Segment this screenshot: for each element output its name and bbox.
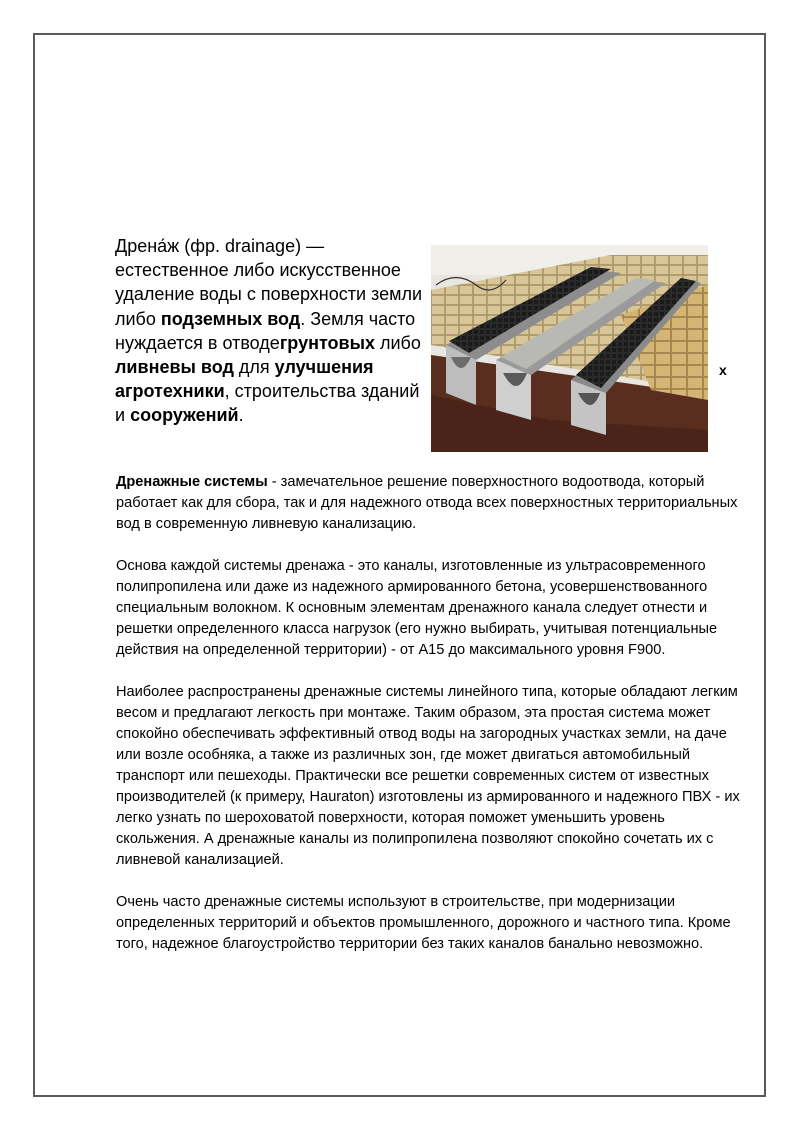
intro-text-3: либо <box>374 332 421 353</box>
body-text <box>116 472 748 976</box>
drainage-systems-term: Дренажные системы <box>116 474 268 490</box>
intro-text-1: Дрена́ж (фр. drainage) — естественное либо искусственное удаление воды с поверхности земли либо <box>115 236 423 329</box>
drainage-channels-photo <box>431 245 708 452</box>
intro-text-2: . Земля часто нуждается в отводе <box>115 308 416 353</box>
paragraph-construction: Очень часто дренажные системы используют в строительстве, при модернизации определенных территорий и объектов промышленного, дорожного и частного типа. Кроме того, надежное благоустройство территории без таких каналов банально невозможно. <box>116 894 731 952</box>
intro-bold-structures: сооружений <box>130 405 239 426</box>
trailing-character: х <box>719 362 727 378</box>
paragraph-1-text: - замечательное решение поверхностного водоотвода, который работает как для сбора, так и для надежного отвода всех поверхностных территориальных вод в современную ливневую канализацию. <box>116 474 738 532</box>
intro-paragraph <box>115 234 425 428</box>
intro-bold-ground: грунтовых <box>279 332 375 353</box>
paragraph-linear-systems: Наиболее распространены дренажные системы линейного типа, которые обладают легким весом и предлагают легкость при монтаже. Таким образом, эта простая система может спокойно обеспечивать эффективный отвод воды на загородных участках земли, на даче или возле особняка, а также из различных зон, где может двигаться автомобильный транспорт или пешеходы. Практически все решетки современных систем от известных производителей (к примеру, Hauraton) изготовлены из армированного и надежного ПВХ - их легко узнать по шероховатой поверхности, которая поможет уменьшить уровень скольжения. А дренажные каналы из полипропилена позволяют спокойно сочетать их с ливневой канализацией. <box>116 684 740 868</box>
intro-text-5: , строительства зданий и <box>115 381 420 426</box>
intro-bold-underground-water: подземных вод <box>160 308 301 329</box>
paragraph-channels: Основа каждой системы дренажа - это каналы, изготовленные из ультрасовременного полипропилена или даже из надежного армированного бетона, усовершенствованного специальным волокном. К основным элементам дренажного канала следует отнести и решетки определенного класса нагрузок (его нужно выбирать, учитывая потенциальные действия на определенной территории) - от А15 до максимального уровня F900. <box>116 558 718 658</box>
intro-bold-agrotechnics: улучшения агротехники <box>115 357 374 402</box>
intro-bold-storm-water: ливневы вод <box>115 357 234 378</box>
intro-text-4: для <box>233 357 275 378</box>
intro-text-6: . <box>238 405 244 426</box>
paragraph-drainage-systems <box>116 472 748 535</box>
